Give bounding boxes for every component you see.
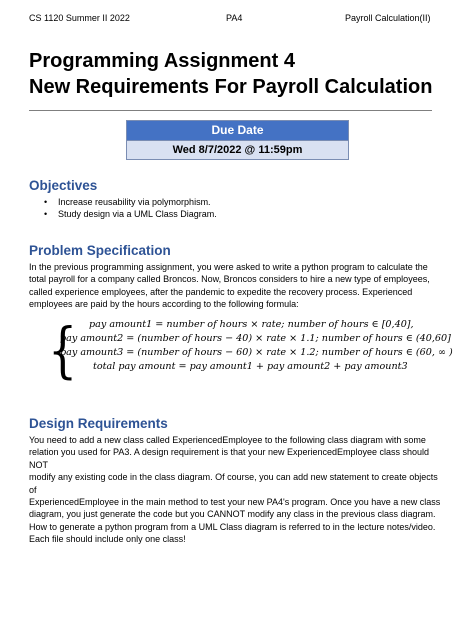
- paragraph-line: In the previous programming assignment, you were asked to write a python program to calculate the: [29, 262, 428, 272]
- paragraph-line: relation you used for PA3. A design requirement is that your new ExperiencedEmployee class should NOT: [29, 447, 430, 470]
- paragraph-line: diagram, you just generate the code but you CANNOT modify any class in the previous class diagram.: [29, 509, 436, 520]
- header-code: PA4: [226, 13, 243, 23]
- due-date-value: Wed 8/7/2022 @ 11:59pm: [127, 141, 348, 159]
- paragraph-line: called experience employees, after the pandemic to expedite the recovery process. Experienced: [29, 286, 413, 297]
- formula-line-3: pay amount3 = (number of hours − 60) × rate × 1.2; number of hours ∈ (60, ∞ ): [60, 347, 453, 358]
- objective-item: [44, 196, 211, 208]
- formula-brace: {: [48, 314, 78, 385]
- header-course: CS 1120 Summer II 2022: [29, 13, 130, 23]
- page-title-line2: New Requirements For Payroll Calculation: [29, 76, 433, 98]
- problem-paragraph: [29, 261, 447, 311]
- problem-heading: Problem Specification: [29, 243, 171, 258]
- due-date-label: Due Date: [127, 121, 348, 141]
- header-topic: Payroll Calculation(II): [345, 13, 431, 23]
- design-paragraph: [29, 434, 447, 546]
- paragraph-line: Each file should include only one class!: [29, 534, 186, 545]
- bullet-icon: •: [44, 209, 48, 219]
- formula-line-1: pay amount1 = number of hours × rate; number of hours ∈ [0,40],: [89, 319, 414, 330]
- page-title-line1: Programming Assignment 4: [29, 50, 295, 72]
- paragraph-line: total payroll for a company called Broncos. Now, Broncos considers to hire a new type of employees,: [29, 274, 430, 285]
- title-divider: [29, 110, 432, 111]
- objective-item: [44, 208, 217, 220]
- objective-text: Increase reusability via polymorphism.: [58, 197, 211, 207]
- design-heading: Design Requirements: [29, 416, 168, 431]
- due-date-box: [126, 120, 349, 160]
- objectives-heading: Objectives: [29, 178, 98, 193]
- paragraph-line: How to generate a python program from a UML Class diagram is referred to in the lecture notes/video.: [29, 521, 436, 532]
- paragraph-line: employees are paid by the hours according to the following formula:: [29, 299, 299, 310]
- formula-line-4: total pay amount = pay amount1 + pay amount2 + pay amount3: [93, 361, 408, 372]
- paragraph-line: ExperiencedEmployee in the main method to test your new PA4's program. Once you have a new class: [29, 497, 441, 508]
- paragraph-line: modify any existing code in the class diagram. Of course, you can add new statement to create objects of: [29, 472, 438, 495]
- paragraph-line: You need to add a new class called ExperiencedEmployee to the following class diagram with some: [29, 435, 426, 445]
- formula-line-2: pay amount2 = (number of hours − 40) × rate × 1.1; number of hours ∈ (40,60]: [60, 333, 451, 344]
- objective-text: Study design via a UML Class Diagram.: [58, 209, 217, 219]
- bullet-icon: •: [44, 197, 48, 207]
